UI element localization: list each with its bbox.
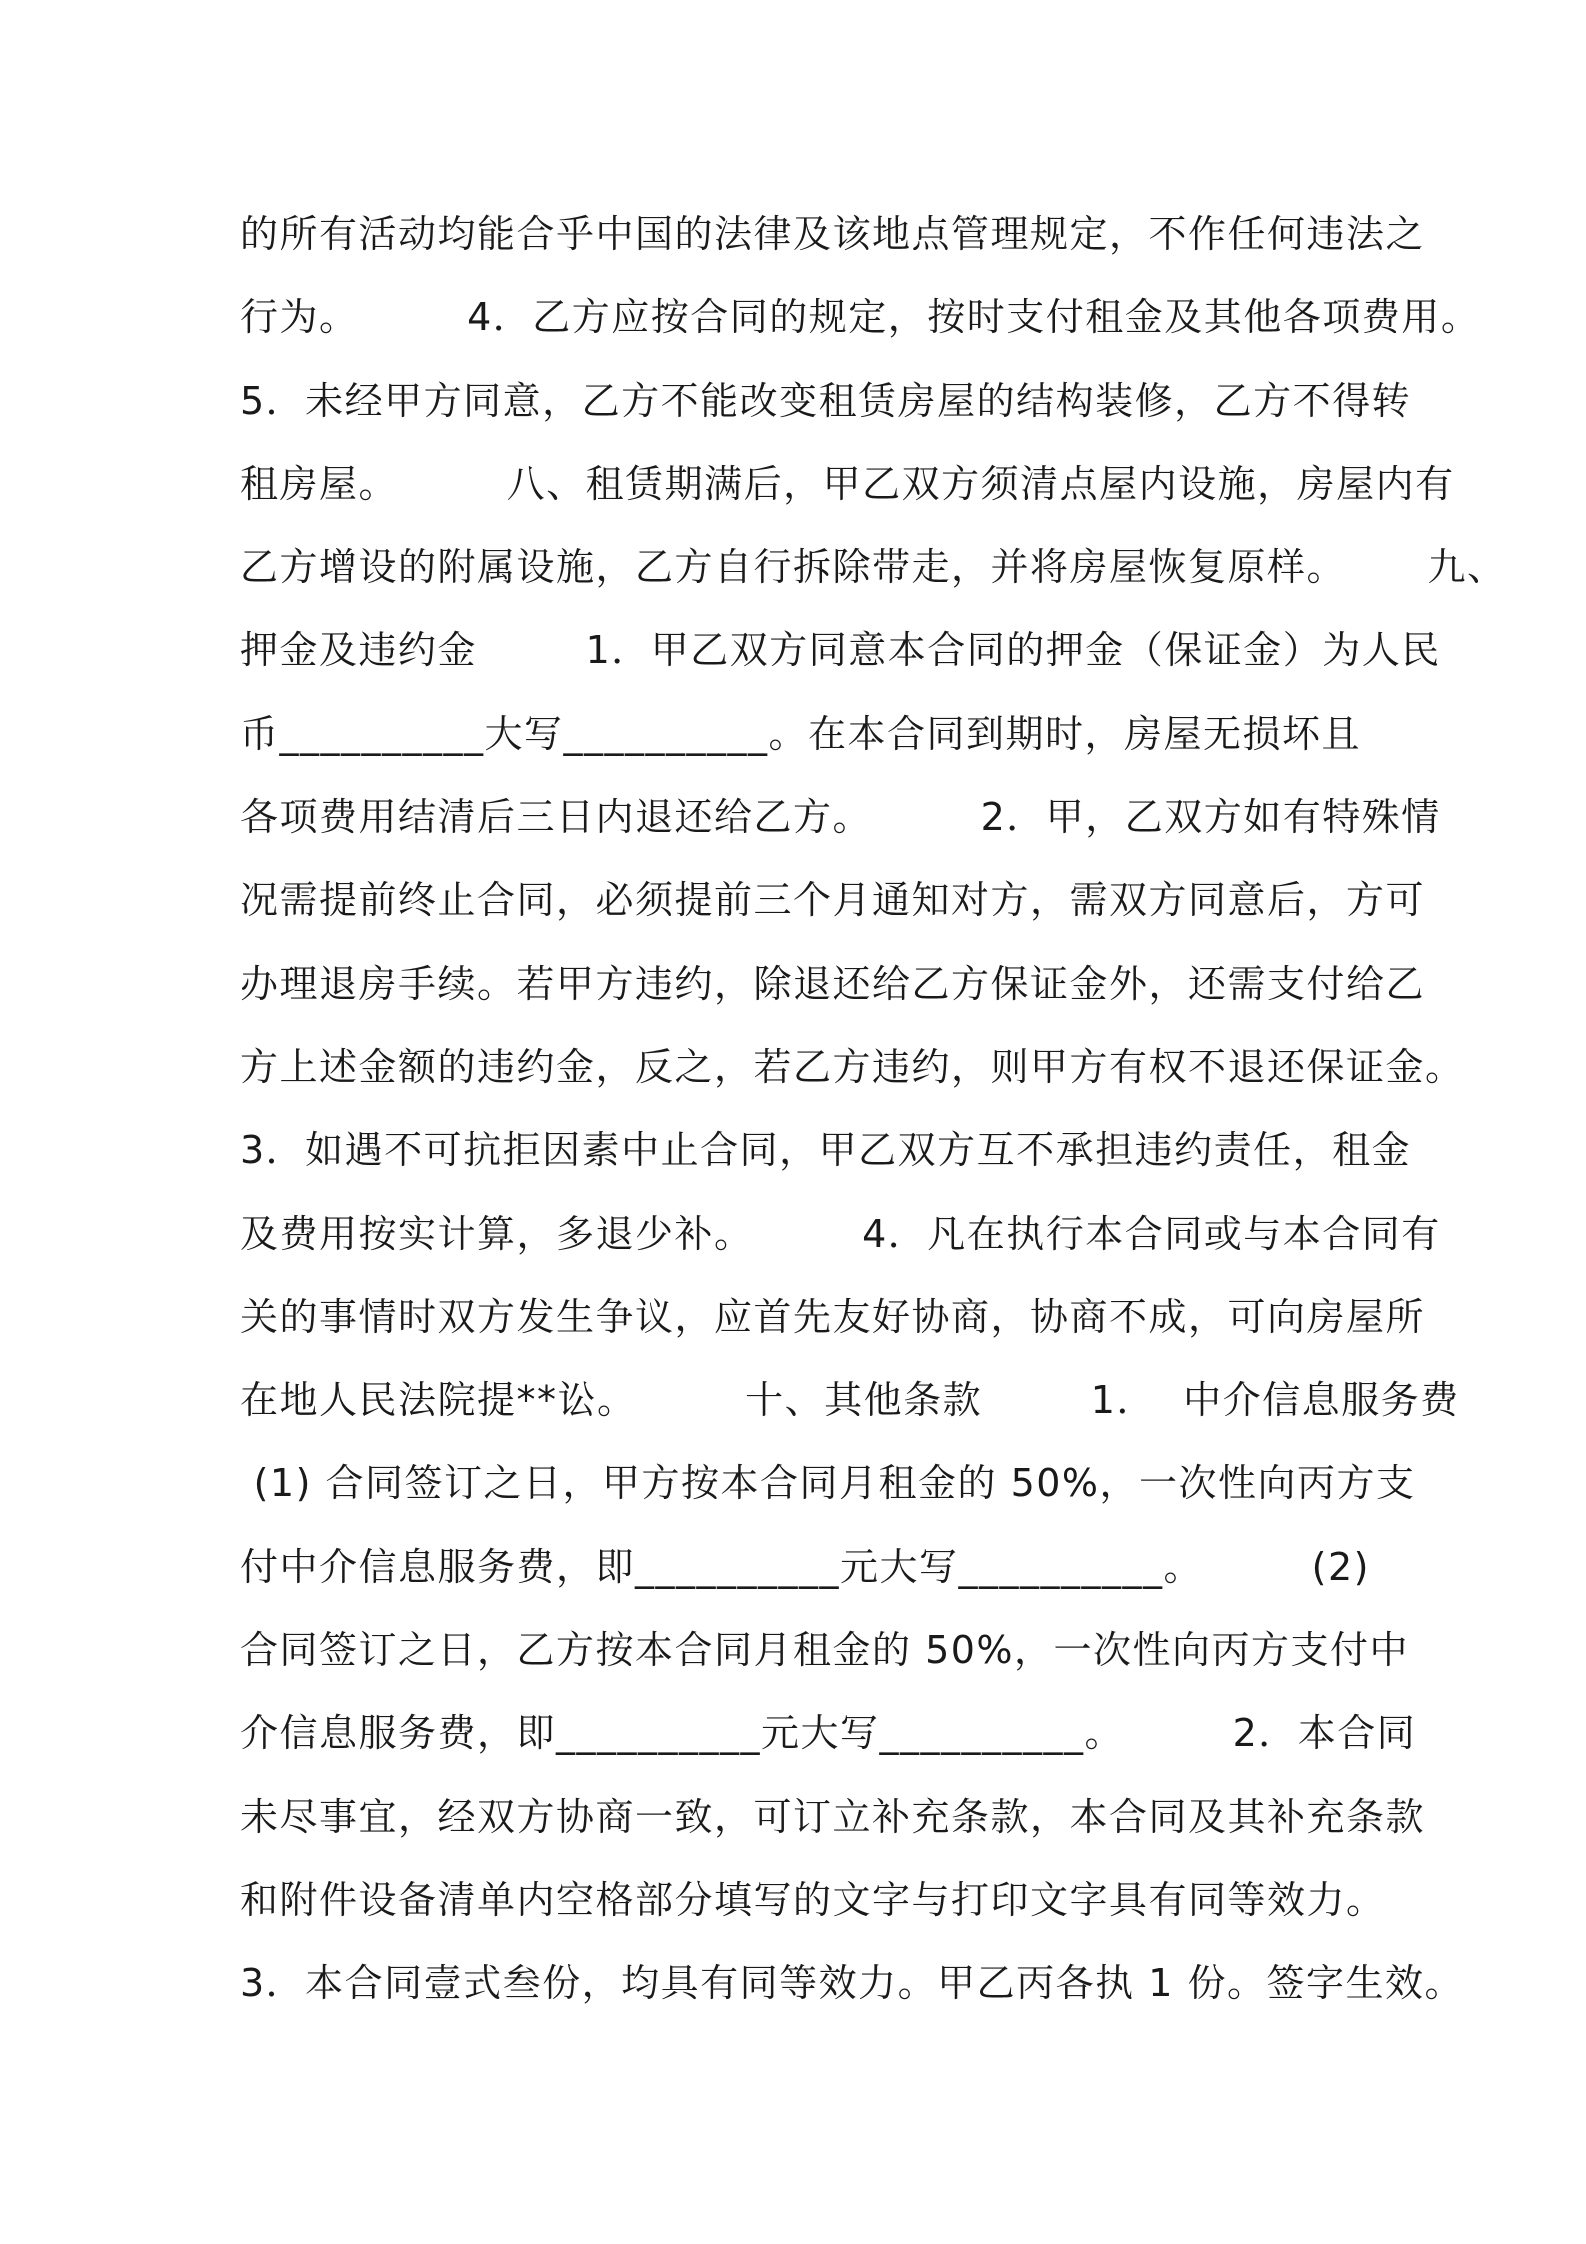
text-line: 未尽事宜，经双方协商一致，可订立补充条款，本合同及其补充条款 [240,1794,1426,1839]
text-line: 押金及违约金 1．甲乙双方同意本合同的押金（保证金）为人民 [240,628,1441,673]
text-line: 租房屋。 八、租赁期满后，甲乙双方须清点屋内设施，房屋内有 [240,461,1455,506]
text-line: 3．本合同壹式叁份，均具有同等效力。甲乙丙各执 1 份。签字生效。 [240,1961,1465,2006]
text-line: 介信息服务费，即__________元大写__________。 2．本合同 [240,1711,1417,1756]
contract-text [240,193,1507,2026]
text-line: 5．未经甲方同意，乙方不能改变租赁房屋的结构装修，乙方不得转 [240,378,1412,423]
text-line: 各项费用结清后三日内退还给乙方。 2．甲，乙双方如有特殊情 [240,795,1441,840]
text-line: 在地人民法院提**讼。 十、其他条款 1． 中介信息服务费 [240,1378,1460,1423]
text-line: 况需提前终止合同，必须提前三个月通知对方，需双方同意后，方可 [240,878,1426,923]
text-line: 付中介信息服务费，即__________元大写__________。 (2) [240,1544,1370,1589]
text-line: 和附件设备清单内空格部分填写的文字与打印文字具有同等效力。 [240,1877,1386,1922]
text-line: 及费用按实计算，多退少补。 4．凡在执行本合同或与本合同有 [240,1211,1441,1256]
text-line: 乙方增设的附属设施，乙方自行拆除带走，并将房屋恢复原样。 九、 [240,545,1507,590]
text-line: 办理退房手续。若甲方违约，除退还给乙方保证金外，还需支付给乙 [240,961,1426,1006]
text-line: 的所有活动均能合乎中国的法律及该地点管理规定，不作任何违法之 [240,212,1426,256]
text-line: 合同签订之日，乙方按本合同月租金的 50%，一次性向丙方支付中 [240,1628,1410,1673]
text-line: 币__________大写__________。在本合同到期时，房屋无损坏且 [240,711,1362,756]
text-line: 关的事情时双方发生争议，应首先友好协商，协商不成，可向房屋所 [240,1294,1426,1339]
text-line: 方上述金额的违约金，反之，若乙方违约，则甲方有权不退还保证金。 [240,1044,1465,1089]
text-line: 行为。 4．乙方应按合同的规定，按时支付租金及其他各项费用。 [240,295,1481,340]
text-line: 3．如遇不可抗拒因素中止合同，甲乙双方互不承担违约责任，租金 [240,1128,1412,1173]
text-line: (1) 合同签订之日，甲方按本合同月租金的 50%，一次性向丙方支 [240,1461,1416,1506]
